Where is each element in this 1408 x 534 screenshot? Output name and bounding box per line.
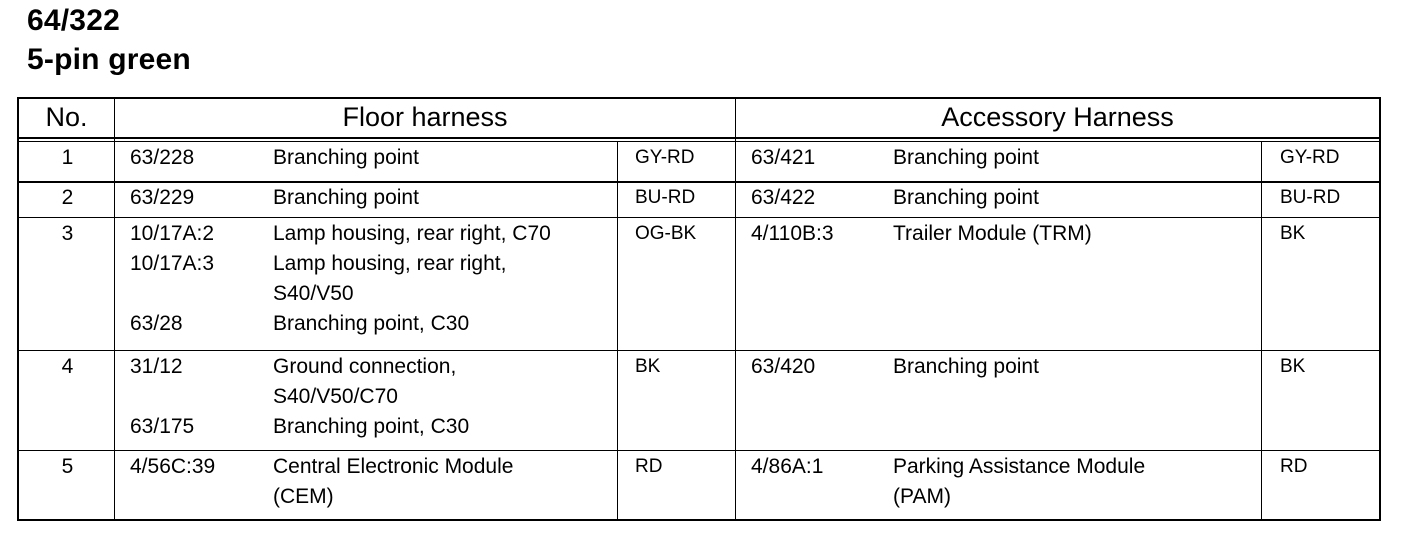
header-no: No. [45,102,88,132]
pin-number: 3 [61,222,74,245]
floor-description: Branching point [273,186,419,209]
column-divider [735,99,736,519]
header-divider [19,137,1379,139]
accessory-description: Trailer Module (TRM) [893,222,1092,245]
accessory-description: Branching point [893,146,1039,169]
accessory-wire-color: BK [1280,356,1306,377]
floor-description: Branching point, C30 [273,415,470,438]
accessory-description: Parking Assistance Module [893,455,1146,478]
floor-wire-color: RD [635,456,663,477]
floor-ref: 63/229 [130,186,195,209]
pin-number: 1 [61,146,74,169]
row-divider [19,181,1379,183]
accessory-ref: 63/422 [751,186,816,209]
floor-ref: 63/28 [130,312,183,335]
floor-description: Branching point [273,146,419,169]
column-divider [1261,141,1262,519]
floor-description: Lamp housing, rear right, [273,252,507,275]
pinout-table [17,97,1381,521]
floor-ref: 10/17A:3 [130,252,215,275]
floor-wire-color: GY-RD [635,147,695,168]
accessory-wire-color: BU-RD [1280,187,1341,208]
accessory-wire-color: GY-RD [1280,147,1340,168]
connector-description: 5-pin green [27,43,191,76]
floor-ref: 63/175 [130,415,195,438]
accessory-description: (PAM) [893,485,951,508]
row-divider [19,217,1379,218]
header-floor-harness: Floor harness [342,102,508,132]
floor-description: Ground connection, [273,355,457,378]
floor-description: S40/V50/C70 [273,385,398,408]
floor-wire-color: BK [635,356,661,377]
accessory-ref: 63/421 [751,146,816,169]
header-accessory-harness: Accessory Harness [941,102,1174,132]
floor-description: Lamp housing, rear right, C70 [273,222,551,245]
floor-description: S40/V50 [273,282,354,305]
accessory-ref: 4/110B:3 [751,222,834,245]
pin-number: 4 [61,355,74,378]
floor-ref: 31/12 [130,355,183,378]
header-divider [19,141,1379,142]
accessory-description: Branching point [893,355,1039,378]
floor-description: Branching point, C30 [273,312,470,335]
row-divider [19,450,1379,451]
accessory-wire-color: BK [1280,223,1306,244]
column-divider [617,141,618,519]
row-divider [19,350,1379,351]
pin-number: 5 [61,455,74,478]
floor-wire-color: BU-RD [635,187,696,208]
floor-ref: 10/17A:2 [130,222,215,245]
floor-description: Central Electronic Module [273,455,514,478]
accessory-ref: 4/86A:1 [751,455,824,478]
accessory-wire-color: RD [1280,456,1308,477]
accessory-description: Branching point [893,186,1039,209]
accessory-ref: 63/420 [751,355,816,378]
floor-description: (CEM) [273,485,334,508]
floor-ref: 4/56C:39 [130,455,216,478]
connector-id: 64/322 [27,4,120,37]
pin-number: 2 [61,186,74,209]
floor-wire-color: OG-BK [635,223,697,244]
floor-ref: 63/228 [130,146,195,169]
